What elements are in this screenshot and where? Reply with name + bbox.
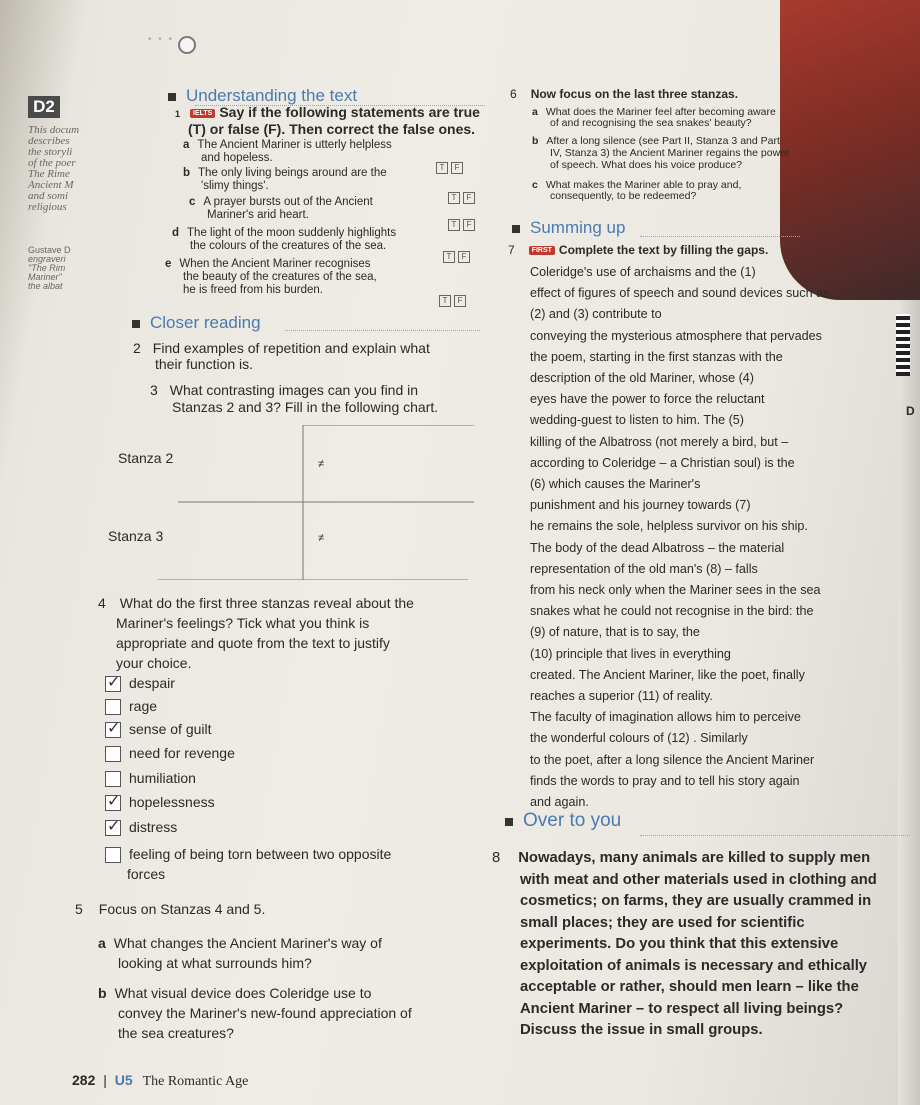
q1-item-b: b The only living beings around are the 'slimy things'.: [183, 167, 387, 192]
square-bullet-icon: [505, 818, 513, 826]
tf-boxes-c[interactable]: T F: [445, 214, 475, 232]
checkbox[interactable]: [105, 771, 121, 787]
checkbox-checked[interactable]: [105, 722, 121, 738]
q1-item-a: a The Ancient Mariner is utterly helpless and hopeless.: [183, 139, 392, 164]
option-sense-of-guilt[interactable]: ✓sense of guilt: [105, 721, 212, 738]
q1-item-d: d The light of the moon suddenly highlights the colours of the creatures of the sea.: [172, 227, 397, 252]
square-bullet-icon: [168, 93, 176, 101]
option-rage[interactable]: rage: [105, 698, 157, 715]
neq-symbol-1: ≠: [318, 458, 325, 470]
q1-item-c: c A prayer bursts out of the Ancient Mariner's arid heart.: [189, 196, 373, 221]
q6-c: c What makes the Mariner able to pray and, consequently, to be redeemed?: [532, 179, 742, 202]
section-closer: Closer reading: [132, 313, 261, 333]
section-summing: Summing up: [512, 218, 625, 238]
book-cover-edge: [780, 0, 920, 300]
sidebar-caption: Gustave D engraveri "The Rim Mariner" the albat: [28, 245, 71, 291]
q7-title: 7 FIRST Complete the text by filling the gaps.: [508, 243, 769, 257]
tf-boxes-a[interactable]: T F: [433, 157, 463, 175]
square-bullet-icon: [512, 225, 520, 233]
q4: 4 What do the first three stanzas reveal about the Mariner's feelings? Tick what you think is appropriate and quote from the text to justify your choice.: [98, 595, 414, 671]
q1-title-2: (T) or false (F). Then correct the false ones.: [188, 121, 476, 137]
q5-a: a What changes the Ancient Mariner's way of looking at what surrounds him?: [98, 935, 382, 971]
sidebar-text: This docum describes the storyli of the poer The Rime Ancient M and somi religious: [28, 124, 80, 213]
option-need-for-revenge[interactable]: need for revenge: [105, 745, 235, 762]
option-distress[interactable]: ✓distress: [105, 819, 177, 836]
q6-title: 6 Now focus on the last three stanzas.: [510, 87, 739, 101]
q5-title: 5 Focus on Stanzas 4 and 5.: [75, 901, 266, 917]
option-despair[interactable]: ✓despair: [105, 675, 175, 692]
q7-passage: Coleridge's use of archaisms and the (1) effect of figures of speech and sound devices such as (2) and (3) contribute to conveying the mysterious atmosphere that pervades the poem, starting in the first stanzas with the description of the old Mariner, whose (4) eyes have the power to force the reluctant wedding-guest to listen to him. The (5) killing of the Albatross (not merely a bird, but – according to Coleridge – a Christian soul) is the (6) which causes the Mariner's punishment and his journey towards (7) he remains the sole, helpless survivor on his ship. The body of the dead Albatross – the material representation of the old man's (8) – falls from his neck only when the Mariner sees in the sea snakes what he could not recognise in the bird: the (9) of nature, that is to say, the (10) principle that lives in everything created. The Ancient Mariner, like the poet, finally reaches a superior (11) of reality. The faculty of imagination allows him to perceive the wonderful colours of (12) . Similarly to the poet, after a long silence the Ancient Mariner finds the words to pray and to tell his story again and again.: [530, 265, 830, 810]
square-bullet-icon: [132, 320, 140, 328]
checkbox[interactable]: [105, 699, 121, 715]
section-understanding: Understanding the text: [168, 86, 357, 106]
option-hopelessness[interactable]: ✓hopelessness: [105, 794, 215, 811]
neq-symbol-2: ≠: [318, 532, 325, 544]
unit-badge: D2: [28, 96, 60, 118]
page-edge: [898, 300, 920, 1105]
q1-title: 1 IELTS Say if the following statements are true: [175, 104, 480, 120]
ring-icon: [178, 36, 196, 54]
tf-boxes-d[interactable]: T F: [440, 246, 470, 264]
checkbox[interactable]: [105, 847, 121, 863]
q8: 8 Nowadays, many animals are killed to supply men with meat and other materials used in clothing and cosmetics; on farms, they are usually crammed in small places; they are used for scientific experiments. Do you think that this extensive exploitation of animals is necessary and ethically acceptable or rather, should men learn – like the Ancient Mariner – to respect all living beings? Discuss the issue in small groups.: [492, 850, 877, 1038]
tf-boxes-b[interactable]: T F: [445, 187, 475, 205]
progress-dots: • • •: [148, 34, 175, 45]
section-over: Over to you: [505, 810, 621, 832]
checkbox-checked[interactable]: [105, 676, 121, 692]
option-humiliation[interactable]: humiliation: [105, 770, 196, 787]
checkbox-checked[interactable]: [105, 795, 121, 811]
tf-boxes-e[interactable]: T F: [436, 290, 466, 308]
q6-a: a What does the Mariner feel after becoming aware of and recognising the sea snakes' beauty?: [532, 106, 776, 129]
chart-row-stanza-2: Stanza 2: [118, 450, 174, 466]
page-footer: 282 | U5 The Romantic Age: [72, 1072, 249, 1089]
q5-b: b What visual device does Coleridge use to convey the Mariner's new-found appreciation of the sea creatures?: [98, 985, 412, 1041]
q2: 2 Find examples of repetition and explain what their function is.: [133, 340, 430, 372]
checkbox[interactable]: [105, 746, 121, 762]
q6-b: b After a long silence (see Part II, Stanza 3 and Part IV, Stanza 3) the Ancient Mariner regains the power of speech. What does his voice produce?: [532, 135, 790, 171]
q1-item-e: e When the Ancient Mariner recognises the beauty of the creatures of the sea, he is freed from his burden.: [165, 258, 377, 296]
q3: 3 What contrasting images can you find in Stanzas 2 and 3? Fill in the following chart.: [150, 382, 439, 415]
chart-row-stanza-3: Stanza 3: [108, 528, 164, 544]
contrast-chart: [118, 425, 474, 580]
option-torn[interactable]: feeling of being torn between two opposite forces: [105, 844, 391, 884]
qr-code-icon: [896, 314, 910, 376]
right-edge-letter: D: [906, 404, 915, 418]
checkbox-checked[interactable]: [105, 820, 121, 836]
